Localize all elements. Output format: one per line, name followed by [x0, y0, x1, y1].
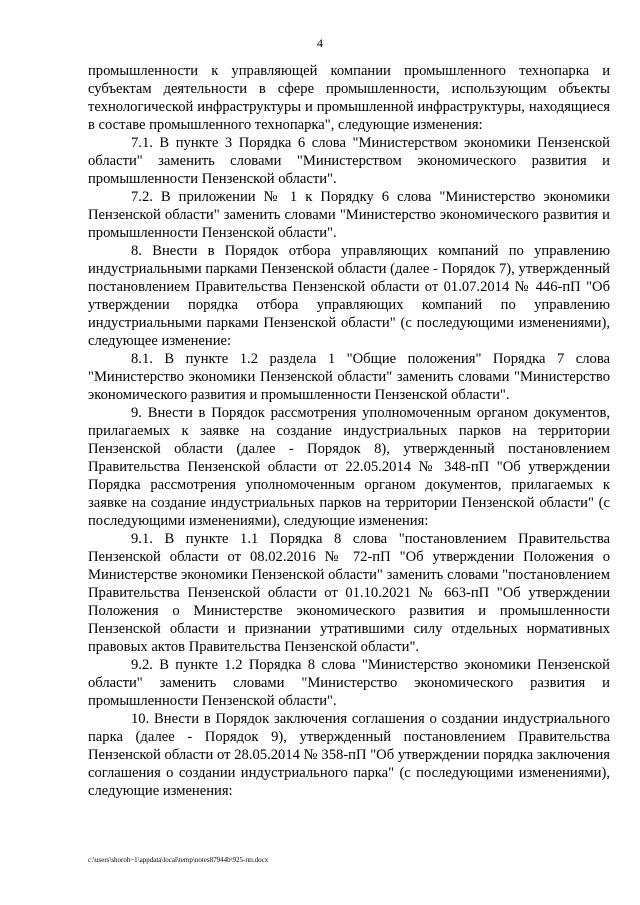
footer-file-path: c:\users\shoroh~1\appdata\local\temp\notes87944b\925-пп.docx — [88, 856, 269, 864]
paragraph-9-2: 9.2. В пункте 1.2 Порядка 8 слова "Министерство экономики Пензенской области" заменить словами "Министерство экономического развития и промышленности Пензенской области". — [88, 657, 610, 709]
page-number: 4 — [317, 36, 323, 50]
paragraph-7-1: 7.1. В пункте 3 Порядка 6 слова "Министерством экономики Пензенской области" заменить словами "Министерством экономического развития и промышленности Пензенской области". — [88, 135, 610, 187]
paragraph-9: 9. Внести в Порядок рассмотрения уполномоченным органом документов, прилагаемых к заявке на создание индустриальных парков на территории Пензенской области (далее - Порядок 8), утвержденный постановлением Правительства Пензенской области от 22.05.2014 № 348-пП "Об утверждении Порядка рассмотрения уполномоченным органом документов, прилагаемых к заявке на создание индустриальных парков на территории Пензенской области" (с последующими изменениями), следующие изменения: — [88, 405, 610, 529]
document-body — [88, 62, 610, 800]
paragraph-10: 10. Внести в Порядок заключения соглашения о создании индустриального парка (далее - Порядок 9), утвержденный постановлением Правительства Пензенской области от 28.05.2014 № 358-пП "Об утверждении порядка заключения соглашения о создании индустриального парка" (с последующими изменениями), следующие изменения: — [88, 711, 610, 799]
paragraph-continuation: промышленности к управляющей компании промышленного технопарка и субъектам деятельности в сфере промышленности, использующим объекты технологической инфраструктуры и промышленной инфраструктуры, находящиеся в составе промышленного технопарка", следующие изменения: — [88, 63, 610, 133]
paragraph-9-1: 9.1. В пункте 1.1 Порядка 8 слова "постановлением Правительства Пензенской области от 08.02.2016 № 72-пП "Об утверждении Положения о Министерстве экономики Пензенской области" заменить словами "постановлением Правительства Пензенской области от 01.10.2021 № 663-пП "Об утверждении Положения о Министерстве экономического развития и промышленности Пензенской области и признании утратившими силу отдельных нормативных правовых актов Правительства Пензенской области". — [88, 531, 610, 655]
paragraph-8-1: 8.1. В пункте 1.2 раздела 1 "Общие положения" Порядка 7 слова "Министерство экономики Пензенской области" заменить словами "Министерство экономического развития и промышленности Пензенской области". — [88, 351, 610, 403]
paragraph-8: 8. Внести в Порядок отбора управляющих компаний по управлению индустриальными парками Пензенской области (далее - Порядок 7), утвержденный постановлением Правительства Пензенской области от 01.07.2014 № 446-пП "Об утверждении порядка отбора управляющих компаний по управлению индустриальными парками Пензенской области" (с последующими изменениями), следующее изменение: — [88, 243, 610, 349]
paragraph-7-2: 7.2. В приложении № 1 к Порядку 6 слова "Министерство экономики Пензенской области" заменить словами "Министерство экономического развития и промышленности Пензенской области". — [88, 189, 610, 241]
